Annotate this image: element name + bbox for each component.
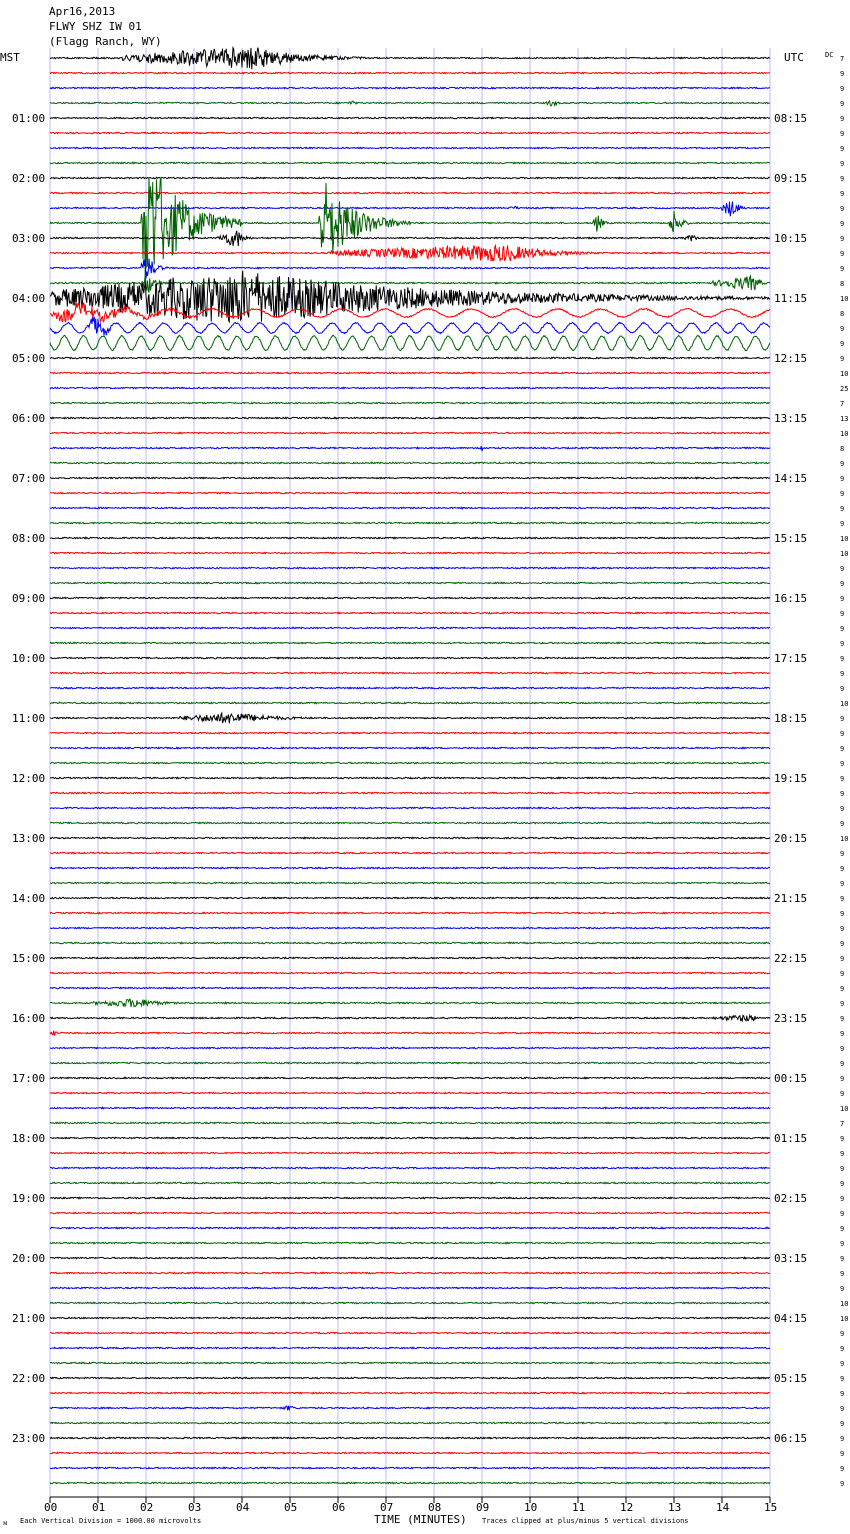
mst-hour-label-18: 19:00	[12, 1192, 46, 1205]
dc-offset-42: 9	[840, 685, 845, 693]
mst-hour-label-20: 21:00	[12, 1312, 46, 1325]
x-axis-title: TIME (MINUTES)	[374, 1513, 467, 1526]
dc-offset-60: 9	[840, 955, 845, 963]
x-tick-label-7: 07	[380, 1501, 394, 1514]
dc-offset-35: 9	[840, 580, 845, 588]
x-tick-label-3: 03	[188, 1501, 202, 1514]
clip-note: Traces clipped at plus/minus 5 vertical divisions	[482, 1517, 689, 1525]
mst-hour-label-6: 07:00	[12, 472, 46, 485]
corner-mark: ᴍ	[3, 1519, 8, 1527]
mst-hour-label-17: 18:00	[12, 1132, 46, 1145]
dc-offset-59: 9	[840, 940, 845, 948]
dc-offset-24: 13	[840, 415, 849, 423]
dc-offset-45: 9	[840, 730, 845, 738]
header-date: Apr16,2013	[49, 5, 116, 18]
dc-offset-57: 9	[840, 910, 845, 918]
dc-offset-82: 9	[840, 1285, 845, 1293]
dc-offset-11: 9	[840, 220, 845, 228]
dc-offset-8: 9	[840, 175, 845, 183]
dc-offset-49: 9	[840, 790, 845, 798]
x-tick-label-2: 02	[140, 1501, 154, 1514]
mst-hour-label-12: 13:00	[12, 832, 46, 845]
utc-hour-label-19: 03:15	[774, 1252, 808, 1265]
dc-offset-13: 9	[840, 250, 845, 258]
utc-hour-label-2: 10:15	[774, 232, 808, 245]
utc-hour-label-1: 09:15	[774, 172, 808, 185]
utc-hour-label-10: 18:15	[774, 712, 808, 725]
dc-label: DC	[825, 51, 834, 59]
dc-offset-94: 9	[840, 1465, 845, 1473]
dc-offset-74: 9	[840, 1165, 845, 1173]
utc-hour-label-16: 00:15	[774, 1072, 808, 1085]
dc-offset-17: 8	[840, 310, 845, 318]
mst-hour-label-13: 14:00	[12, 892, 46, 905]
dc-offset-3: 9	[840, 100, 845, 108]
dc-offset-58: 9	[840, 925, 845, 933]
utc-hour-label-20: 04:15	[774, 1312, 808, 1325]
dc-offset-10: 9	[840, 205, 845, 213]
utc-hour-label-8: 16:15	[774, 592, 808, 605]
dc-offset-54: 9	[840, 865, 845, 873]
dc-offset-28: 9	[840, 475, 845, 483]
dc-offset-66: 9	[840, 1045, 845, 1053]
utc-hour-label-21: 05:15	[774, 1372, 808, 1385]
utc-hour-label-6: 14:15	[774, 472, 808, 485]
mst-hour-label-9: 10:00	[12, 652, 46, 665]
mst-hour-label-0: 01:00	[12, 112, 46, 125]
x-tick-label-10: 10	[524, 1501, 538, 1514]
dc-offset-7: 9	[840, 160, 845, 168]
dc-offset-33: 10	[840, 550, 849, 558]
dc-offset-40: 9	[840, 655, 845, 663]
dc-offset-1: 9	[840, 70, 845, 78]
dc-offset-55: 9	[840, 880, 845, 888]
dc-offset-79: 9	[840, 1240, 845, 1248]
dc-offset-9: 9	[840, 190, 845, 198]
dc-offset-25: 10	[840, 430, 849, 438]
dc-offset-29: 9	[840, 490, 845, 498]
x-tick-label-9: 09	[476, 1501, 490, 1514]
dc-offset-38: 9	[840, 625, 845, 633]
dc-offset-93: 9	[840, 1450, 845, 1458]
dc-offset-34: 9	[840, 565, 845, 573]
utc-hour-label-9: 17:15	[774, 652, 808, 665]
x-tick-label-14: 14	[716, 1501, 730, 1514]
dc-offset-43: 10	[840, 700, 849, 708]
mst-hour-label-7: 08:00	[12, 532, 46, 545]
dc-offset-62: 9	[840, 985, 845, 993]
dc-offset-95: 9	[840, 1480, 845, 1488]
dc-offset-4: 9	[840, 115, 845, 123]
dc-offset-88: 9	[840, 1375, 845, 1383]
scale-note: Each Vertical Division = 1000.00 microvolts	[20, 1517, 202, 1525]
dc-offset-87: 9	[840, 1360, 845, 1368]
dc-offset-37: 9	[840, 610, 845, 618]
mst-hour-label-4: 05:00	[12, 352, 46, 365]
dc-offset-56: 9	[840, 895, 845, 903]
utc-hour-label-11: 19:15	[774, 772, 808, 785]
dc-offset-85: 9	[840, 1330, 845, 1338]
utc-hour-label-22: 06:15	[774, 1432, 808, 1445]
mst-hour-label-11: 12:00	[12, 772, 46, 785]
dc-offset-12: 9	[840, 235, 845, 243]
utc-hour-label-13: 21:15	[774, 892, 808, 905]
dc-offset-65: 9	[840, 1030, 845, 1038]
dc-offset-0: 7	[840, 55, 845, 63]
dc-offset-46: 9	[840, 745, 845, 753]
utc-hour-label-17: 01:15	[774, 1132, 808, 1145]
dc-offset-64: 9	[840, 1015, 845, 1023]
utc-hour-label-18: 02:15	[774, 1192, 808, 1205]
mst-hour-label-10: 11:00	[12, 712, 46, 725]
x-tick-label-4: 04	[236, 1501, 250, 1514]
dc-offset-86: 9	[840, 1345, 845, 1353]
x-tick-label-15: 15	[764, 1501, 778, 1514]
dc-offset-76: 9	[840, 1195, 845, 1203]
dc-offset-81: 9	[840, 1270, 845, 1278]
dc-offset-52: 10	[840, 835, 849, 843]
dc-offset-78: 9	[840, 1225, 845, 1233]
mst-hour-label-5: 06:00	[12, 412, 46, 425]
utc-hour-label-0: 08:15	[774, 112, 808, 125]
dc-offset-61: 9	[840, 970, 845, 978]
dc-offset-44: 9	[840, 715, 845, 723]
mst-hour-label-3: 04:00	[12, 292, 46, 305]
dc-offset-20: 9	[840, 355, 845, 363]
dc-offset-5: 9	[840, 130, 845, 138]
dc-offset-19: 9	[840, 340, 845, 348]
utc-hour-label-14: 22:15	[774, 952, 808, 965]
dc-offset-21: 10	[840, 370, 849, 378]
dc-offset-91: 9	[840, 1420, 845, 1428]
utc-hour-label-3: 11:15	[774, 292, 808, 305]
header-location: (Flagg Ranch, WY)	[49, 35, 162, 48]
dc-offset-16: 10	[840, 295, 849, 303]
dc-offset-90: 9	[840, 1405, 845, 1413]
mst-hour-label-22: 23:00	[12, 1432, 46, 1445]
dc-offset-27: 9	[840, 460, 845, 468]
dc-offset-15: 8	[840, 280, 845, 288]
mst-hour-label-15: 16:00	[12, 1012, 46, 1025]
mst-hour-label-19: 20:00	[12, 1252, 46, 1265]
dc-offset-72: 9	[840, 1135, 845, 1143]
x-tick-label-8: 08	[428, 1501, 442, 1514]
dc-offset-51: 9	[840, 820, 845, 828]
dc-offset-68: 9	[840, 1075, 845, 1083]
mst-hour-label-8: 09:00	[12, 592, 46, 605]
dc-offset-31: 9	[840, 520, 845, 528]
dc-offset-6: 9	[840, 145, 845, 153]
x-tick-label-11: 11	[572, 1501, 586, 1514]
dc-offset-69: 9	[840, 1090, 845, 1098]
utc-hour-label-4: 12:15	[774, 352, 808, 365]
dc-offset-71: 7	[840, 1120, 845, 1128]
dc-offset-77: 9	[840, 1210, 845, 1218]
utc-hour-label-15: 23:15	[774, 1012, 808, 1025]
mst-hour-label-21: 22:00	[12, 1372, 46, 1385]
x-tick-label-1: 01	[92, 1501, 106, 1514]
dc-offset-73: 9	[840, 1150, 845, 1158]
dc-offset-36: 9	[840, 595, 845, 603]
dc-offset-84: 10	[840, 1315, 849, 1323]
dc-offset-32: 10	[840, 535, 849, 543]
header-station: FLWY SHZ IW 01	[49, 20, 142, 33]
dc-offset-75: 9	[840, 1180, 845, 1188]
dc-offset-2: 9	[840, 85, 845, 93]
left-axis-label: MST	[0, 51, 20, 64]
dc-offset-80: 9	[840, 1255, 845, 1263]
dc-offset-50: 9	[840, 805, 845, 813]
utc-hour-label-12: 20:15	[774, 832, 808, 845]
dc-offset-53: 9	[840, 850, 845, 858]
dc-offset-47: 9	[840, 760, 845, 768]
x-tick-label-5: 05	[284, 1501, 298, 1514]
x-tick-label-0: 00	[44, 1501, 58, 1514]
x-tick-label-6: 06	[332, 1501, 346, 1514]
dc-offset-67: 9	[840, 1060, 845, 1068]
mst-hour-label-1: 02:00	[12, 172, 46, 185]
utc-hour-label-7: 15:15	[774, 532, 808, 545]
x-tick-label-12: 12	[620, 1501, 634, 1514]
dc-offset-23: 7	[840, 400, 845, 408]
right-axis-label: UTC	[784, 51, 804, 64]
dc-offset-30: 9	[840, 505, 845, 513]
utc-hour-label-5: 13:15	[774, 412, 808, 425]
dc-offset-22: 25	[840, 385, 849, 393]
dc-offset-26: 8	[840, 445, 845, 453]
dc-offset-63: 9	[840, 1000, 845, 1008]
dc-offset-70: 10	[840, 1105, 849, 1113]
dc-offset-83: 10	[840, 1300, 849, 1308]
mst-hour-label-16: 17:00	[12, 1072, 46, 1085]
x-tick-label-13: 13	[668, 1501, 682, 1514]
dc-offset-41: 9	[840, 670, 845, 678]
dc-offset-39: 9	[840, 640, 845, 648]
mst-hour-label-2: 03:00	[12, 232, 46, 245]
dc-offset-89: 9	[840, 1390, 845, 1398]
dc-offset-18: 9	[840, 325, 845, 333]
dc-offset-14: 9	[840, 265, 845, 273]
mst-hour-label-14: 15:00	[12, 952, 46, 965]
dc-offset-48: 9	[840, 775, 845, 783]
dc-offset-92: 9	[840, 1435, 845, 1443]
